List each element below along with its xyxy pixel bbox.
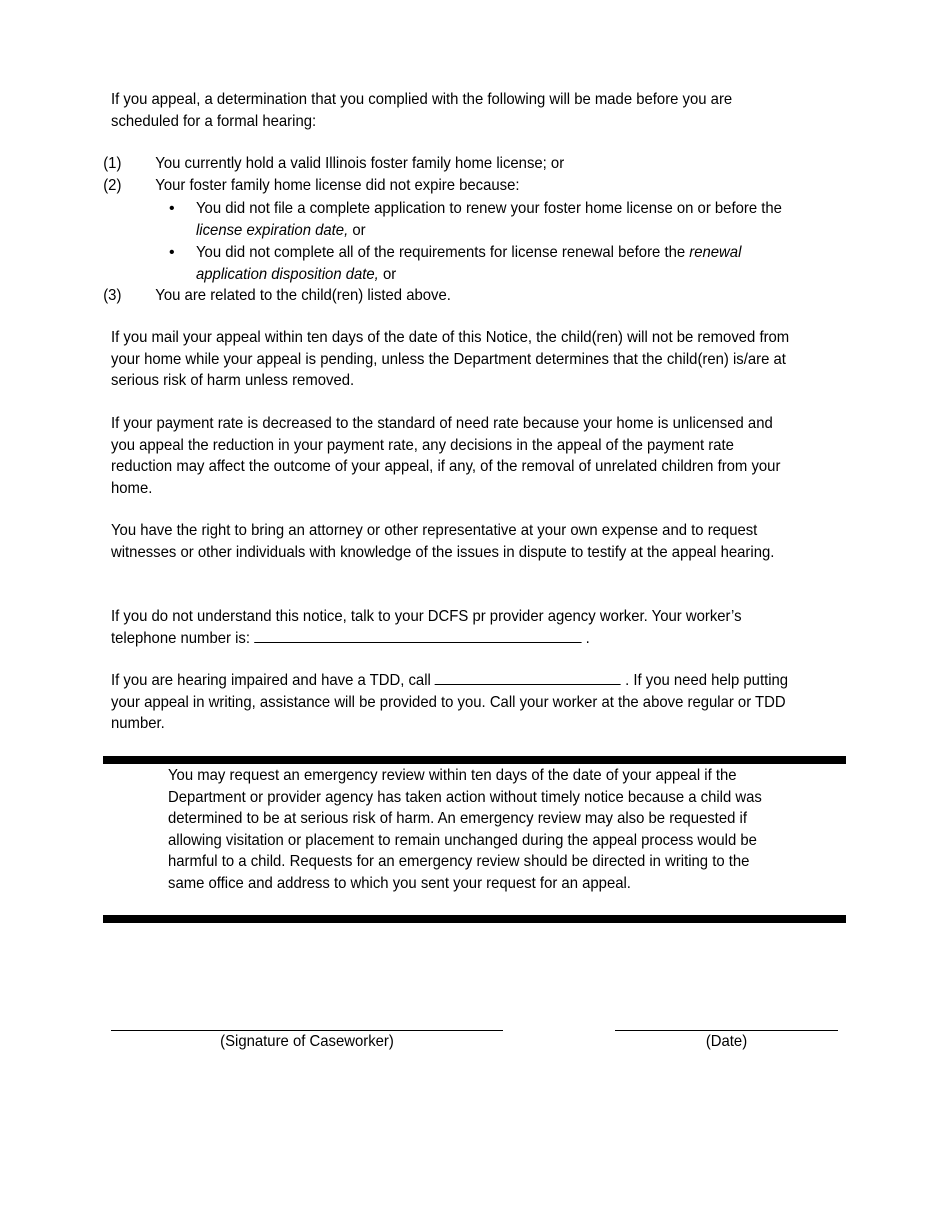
condition-number: (3) (103, 287, 122, 304)
tdd-number-blank[interactable] (435, 670, 621, 685)
payment-rate-paragraph: If your payment rate is decreased to the standard of need rate because your home is unlicensed and you appeal the reduction in your payment rate, any decisions in the appeal of the payment rate reduction may affect the outcome of your appeal, if any, of the removal of unrelated children from your home. (111, 415, 781, 497)
worker-phone-blank[interactable] (254, 628, 581, 643)
condition-text: You are related to the child(ren) listed above. (155, 287, 451, 304)
condition-number: (2) (103, 177, 122, 194)
bullet-icon: • (169, 200, 175, 217)
bullet-icon: • (169, 244, 175, 261)
box-top-rule (103, 756, 846, 764)
emergency-review-notice: You may request an emergency review within ten days of the date of your appeal if the Department or provider agency has taken action without timely notice because a child was determined to be at serious risk of harm. An emergency review may also be requested if allowing visitation or placement to remain unchanged during the appeal process would be harmful to a child. Requests for an emergency review should be directed in writing to the same office and address to which you sent your request for an appeal. (168, 767, 762, 892)
bullet-item: You did not file a complete application to renew your foster home license on or before the license expiration date, or (196, 200, 782, 239)
mail-appeal-paragraph: If you mail your appeal within ten days of the date of this Notice, the child(ren) will not be removed from your home while your appeal is pending, unless the Department determines that the child(ren) is/are at serious risk of harm unless removed. (111, 329, 790, 389)
tdd-paragraph: If you are hearing impaired and have a TDD, call . If you need help putting your appeal in writing, assistance will be provided to you. Call your worker at the above regular or TDD number. (111, 672, 789, 732)
worker-phone-paragraph: If you do not understand this notice, talk to your DCFS pr provider agency worker. Your worker’s telephone number is: . (111, 608, 742, 647)
bullet-item: You did not complete all of the requirements for license renewal before the renewal application disposition date, or (196, 244, 742, 283)
box-bottom-rule (103, 915, 846, 923)
condition-number: (1) (103, 155, 122, 172)
condition-text: You currently hold a valid Illinois foster family home license; or (155, 155, 565, 172)
condition-text: Your foster family home license did not expire because: (155, 177, 520, 194)
date-label: (Date) (705, 1033, 748, 1050)
intro-paragraph: If you appeal, a determination that you complied with the following will be made before you are scheduled for a formal hearing: (111, 91, 733, 130)
rights-paragraph: You have the right to bring an attorney or other representative at your own expense and to request witnesses or other individuals with knowledge of the issues in dispute to testify at the appeal hearing. (111, 522, 775, 561)
caseworker-signature-label: (Signature of Caseworker) (220, 1033, 394, 1050)
